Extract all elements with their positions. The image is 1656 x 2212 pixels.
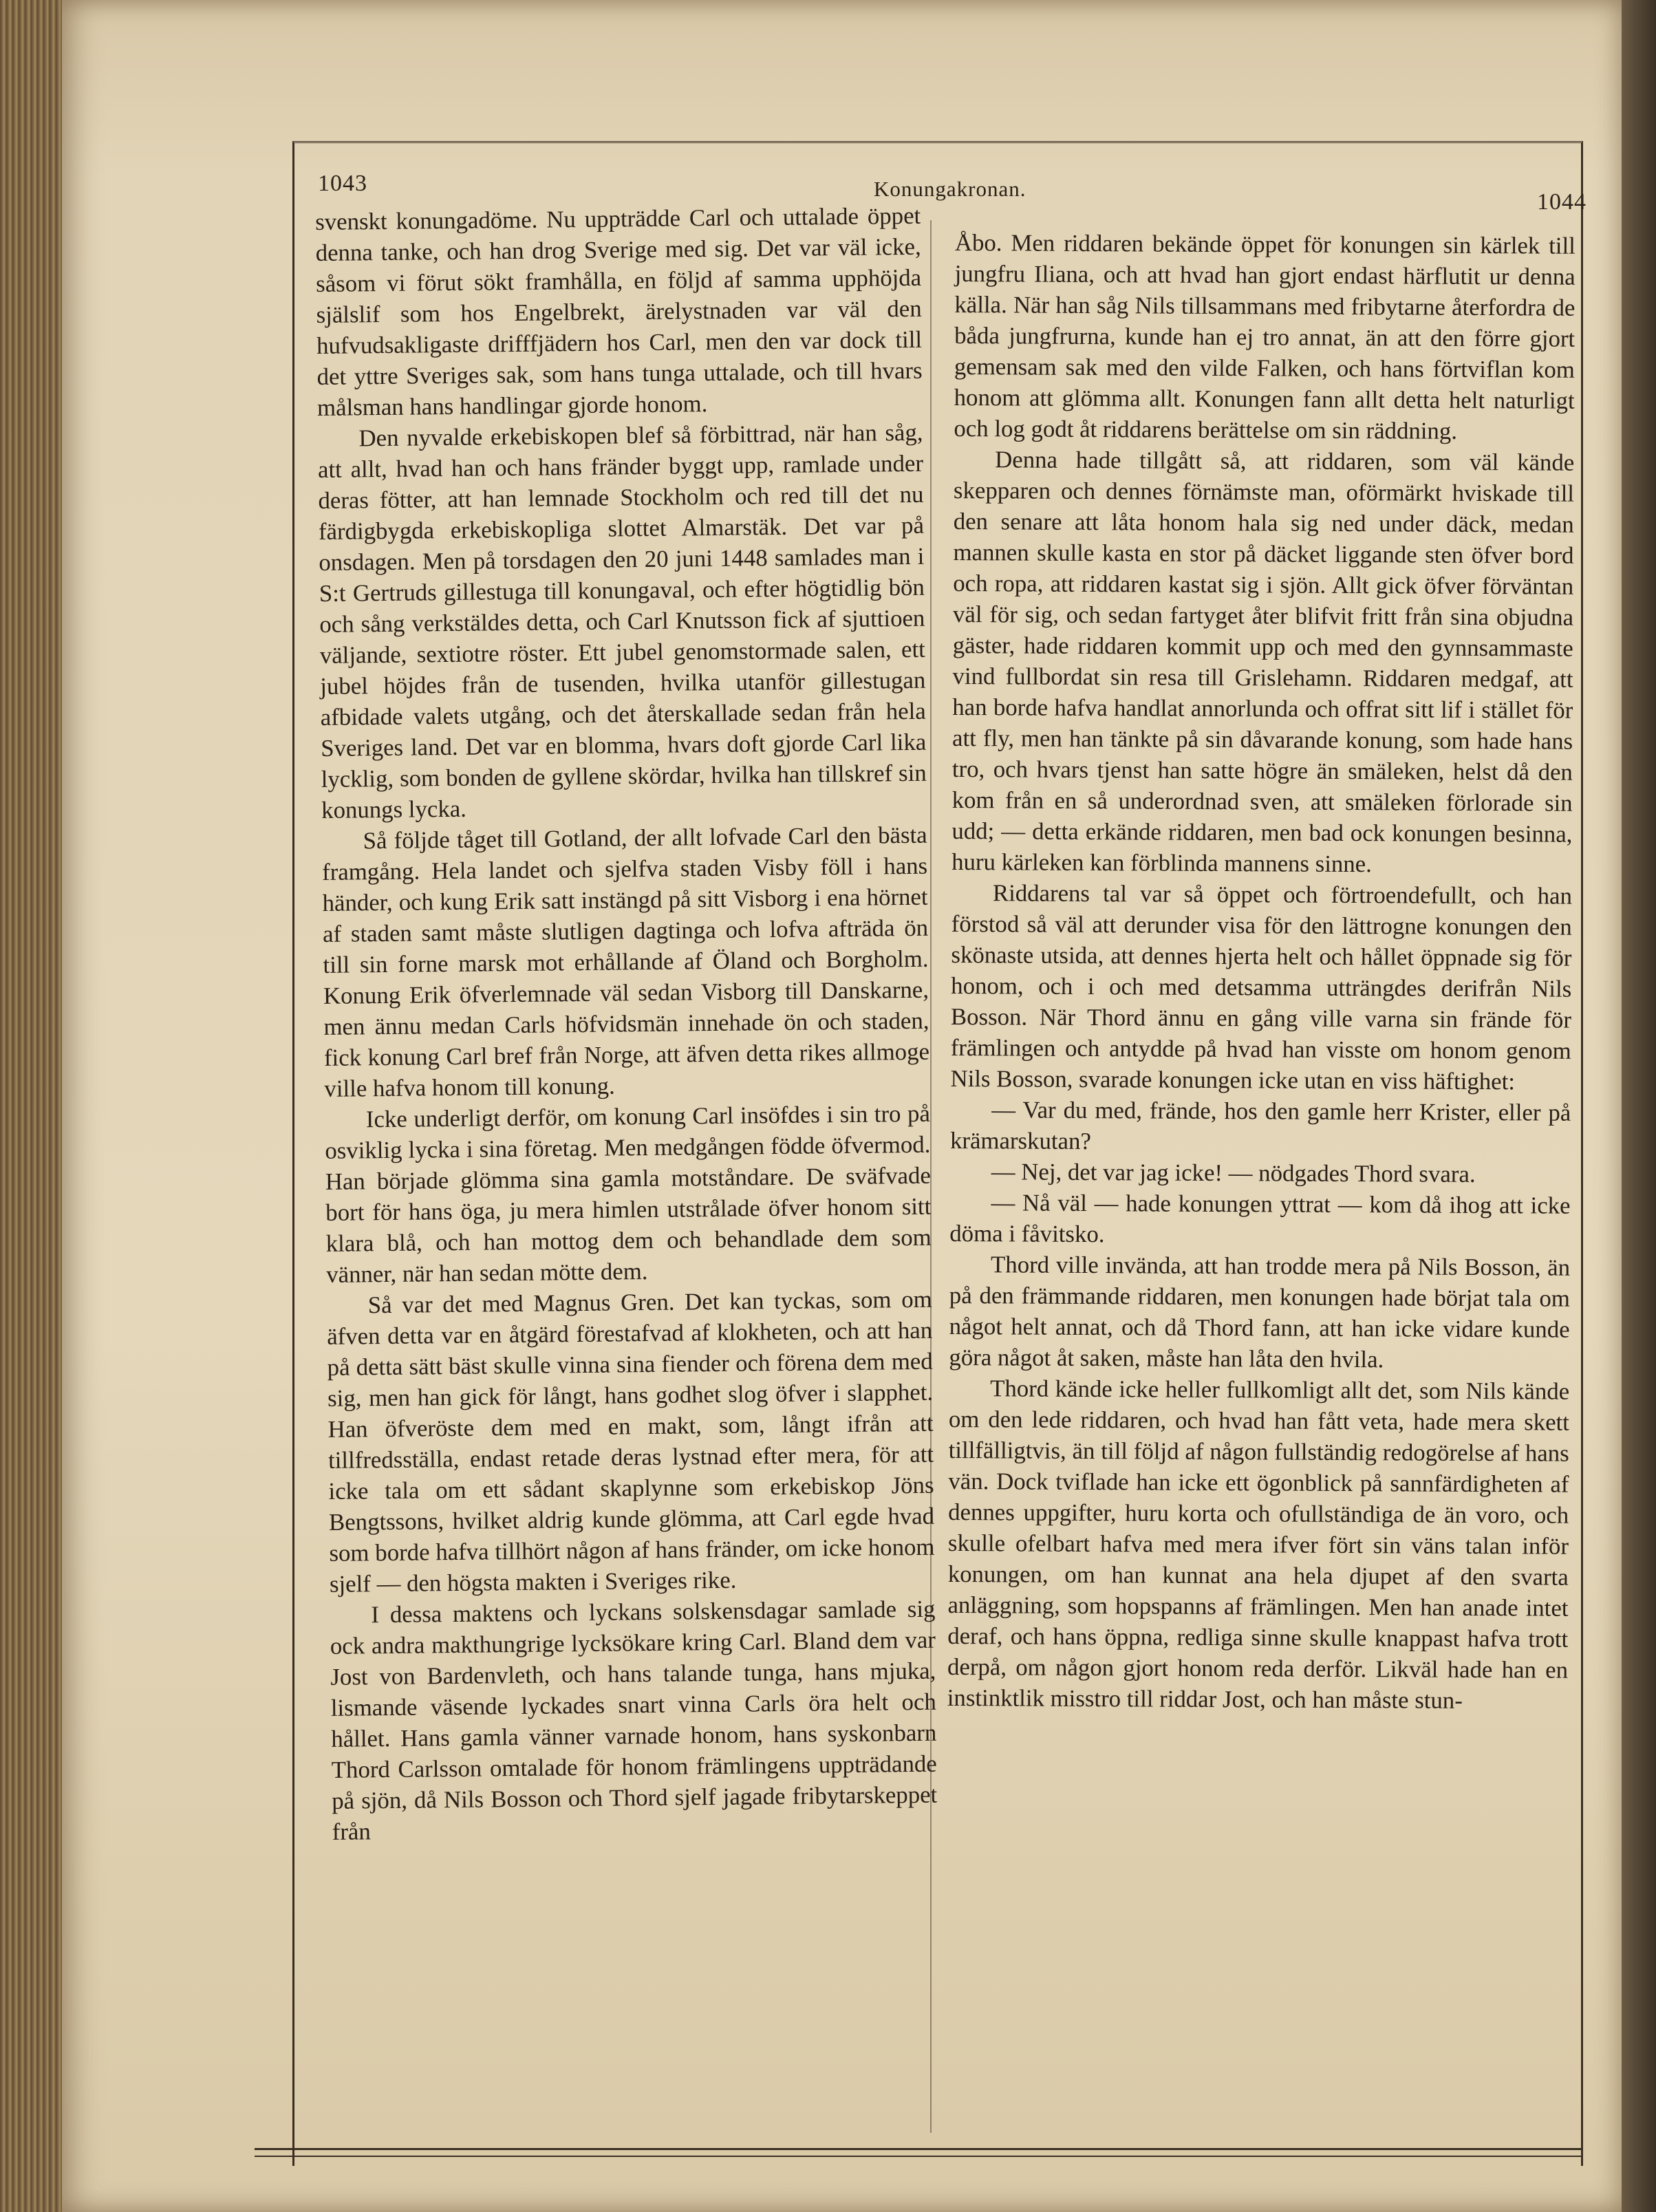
paragraph: Thord ville invända, att han trodde mera på Nils Bosson, än på den främmande riddaren, men konungen hade börjat tala om något helt annat, och då Thord fann, att han icke vidare kunde göra något åt saken, måste han låta den hvila.	[949, 1251, 1571, 1373]
book-right-edge	[1622, 0, 1656, 2212]
book-page-edges	[0, 0, 62, 2212]
paragraph: Riddarens tal var så öppet och förtroendefullt, och han förstod så väl att derunder visa för den lättrogne konungen den skönaste utsida, att dennes hjerta helt och hållet öppnade sig för honom, och i och med detsamma utträngdes derifrån Nils Bosson. När Thord ännu en gång ville varna sin frände för främlingen och antydde på hvad han visste om honom genom Nils Bosson, svarade konungen icke utan en viss häftighet:	[950, 879, 1573, 1095]
paragraph: Den nyvalde erkebiskopen blef så förbittrad, när han såg, att allt, hvad han och hans fränder byggt upp, ramlade under deras fötter, att han lemnade Stockholm och red till det nu färdigbygda erkebiskopliga slottet Almarstäk. Det var på onsdagen. Men på torsdagen den 20 juni 1448 samlades man i S:t Gertruds gillestuga till konungaval, och efter högtidlig bön och sång verkstäldes detta, och Carl Knutsson fick af sjuttioen väljande, sextiotre röster. Ett jubel genomstormade salen, ett jubel höjdes från de tusenden, hvilka utanför gillestugan afbidade valets utgång, och det återskallade sedan från hela Sveriges land. Det var en blomma, hvars doft gjorde Carl lika lycklig, som bonden de gyllene skördar, hvilka han tillskref sin konungs lycka.	[317, 418, 927, 824]
paragraph: Så följde tåget till Gotland, der allt lofvade Carl den bästa framgång. Hela landet och sjelfva staden Visby föll i hans händer, och kung Erik satt instängd på sitt Visborg i ena hörnet af staden samt måste slutligen dagtinga och lofva afträda ön till sin forne marsk mot erhållande af Öland och Borgholm. Konung Erik öfverlemnade väl sedan Visborg till Danskarne, men ännu medan Carls höfvidsmän innehade ön och staden, fick konung Carl bref från Norge, att äfven detta rikes allmoge ville hafva honom till konung.	[321, 821, 930, 1102]
right-page-number: 1044	[1537, 189, 1587, 215]
paragraph: I dessa maktens och lyckans solskensdagar samlade sig ock andra makthungrige lycksökare kring Carl. Bland dem var Jost von Bardenvleth, och hans talande tunga, hans mjuka, lismande väsende lyckades snart vinna Carls öra helt och hållet. Hans gamla vänner varnade honom, hans syskonbarn Thord Carlsson omtalade för honom främlingens uppträdande på sjön, då Nils Bosson och Thord sjelf jagade fribytarskeppet från	[330, 1595, 938, 1845]
left-page-number: 1043	[318, 171, 367, 196]
left-text-column	[315, 200, 938, 1847]
paragraph: Så var det med Magnus Gren. Det kan tyckas, som om äfven detta var en åtgärd förestafvad af klokheten, och att han på detta sätt bäst skulle vinna sina fiender och förena dem med sig, men han gick för långt, hans godhet slog öfver i slapphet. Han öfveröste dem med en makt, som, långt ifrån att tillfredsställa, endast retade deras lystnad efter mera, för att icke tala om ett sådant skaplynne som erkebiskop Jöns Bengtssons, hvilket aldrig kunde glömma, att Carl egde hvad som borde hafva tillhört någon af hans fränder, om icke honom sjelf — den högsta makten i Sveriges rike.	[326, 1285, 935, 1598]
paragraph: svenskt konungadöme. Nu uppträdde Carl och uttalade öppet denna tanke, och han drog Sverige med sig. Det var väl icke, såsom vi förut sökt framhålla, en följd af samma upphöjda själslif som hos Engelbrekt, ärelystnaden var väl den hufvudsakligaste drifffjädern hos Carl, men den var dock till det yttre Sveriges sak, som hans tunga uttalade, och till hvars målsman hans handlingar gjorde honom.	[315, 202, 923, 421]
paragraph: Åbo. Men riddaren bekände öppet för konungen sin kärlek till jungfru Iliana, och att hvad han gjort endast härflutit ur denna källa. När han såg Nils tillsammans med fribytarne återfordra de båda jungfrurna, kunde han ej tro annat, än att den förre gjort gemensam sak med den vilde Falken, och hans förtviflan kom honom att glömma allt. Konungen fann allt detta helt naturligt och log godt åt riddarens berättelse om sin räddning.	[954, 228, 1576, 444]
dialogue-line: — Nej, det var jag icke! — nödgades Thord svara.	[991, 1158, 1476, 1188]
bottom-rule	[255, 2148, 1582, 2157]
paragraph: Denna hade tillgått så, att riddaren, som väl kände skepparen och dennes förnämste man, oförmärkt hviskade till den senare att låta honom hala sig ned under däck, medan mannen skulle kasta en stor på däcket liggande sten öfver bord och ropa, att riddaren kastat sig i sjön. Allt gick öfver förväntan väl för sig, och sedan fartyget åter blifvit fritt från sina objudna gäster, hade riddaren kommit upp och med den gynnsammaste vind fullbordat sin resa till Grislehamn. Riddaren medgaf, att han borde hafva handlat annorlunda och offrat sitt lif i stället för att fly, men han tänkte på sin dåvarande konung, som hade hans tro, och hvars tjenst han satte högre än smäleken, helst då den kom från en så underordnad sven, att smäleken förlorade sin udd; — detta erkände riddaren, men bad ock konungen besinna, huru kärleken kan förblinda mannens sinne.	[951, 446, 1575, 878]
paragraph: Thord kände icke heller fullkomligt allt det, som Nils kände om den lede riddaren, och hvad han fått veta, hade mera skett tillfälligtvis, än till följd af någon fullständig redogörelse af hans vän. Dock tviflade han icke ett ögonblick på sannfärdigheten af dennes uppgifter, huru korta och ofullständiga de än voro, och skulle ofelbart hafva med mera ifver fört sin väns talan inför konungen, om han kunnat ana hela djupet af den svarta anläggning, som hopspanns af främlingen. Men han anade intet deraf, och hans öppna, redliga sinne skulle knappast hafva trott derpå, om någon gjort honom reda derför. Likväl hade han en instinktlik misstro till riddar Jost, och han måste stun-	[947, 1375, 1570, 1714]
running-title: Konungakronan.	[874, 177, 1026, 201]
dialogue-line: — Nå väl — hade konungen yttrat — kom då ihog att icke döma i fåvitsko.	[949, 1189, 1571, 1248]
dialogue-line: — Var du med, frände, hos den gamle herr Krister, eller på krämarskutan?	[949, 1096, 1571, 1155]
paragraph: Icke underligt derför, om konung Carl insöfdes i sin tro på osviklig lycka i sina företag. Men medgången födde öfvermod. Han började glömma sina gamla motståndare. De sväfvade bort för hans öga, ju mera himlen utstrålade öfver honom sitt klara blå, och han mottog dem och behandlade dem som vänner, när han sedan mötte dem.	[325, 1099, 932, 1288]
right-text-column	[947, 227, 1576, 1717]
